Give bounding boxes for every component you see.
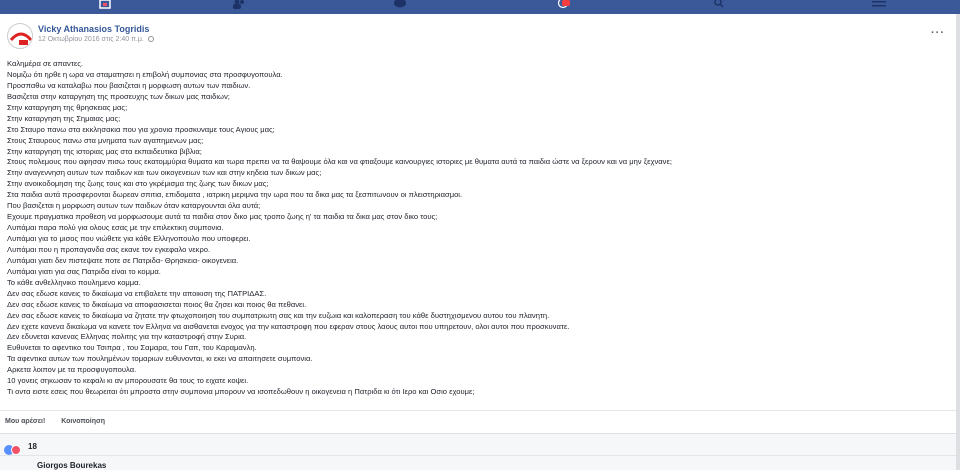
post-text-line: Στην αναγεννηση αυτων των παιδιων και των οικογενειων των και στην κηδεια των δικων μας; (7, 168, 322, 178)
post-text-line: Λυπάμαι γιατι για σας Πατριδα είναι το κομμα. (7, 266, 161, 276)
friends-icon[interactable] (232, 0, 246, 9)
love-reaction-icon (11, 445, 21, 455)
post-text-line: Λυπάμαι γιατι δεν πιστεψατε ποτε σε Πατριδα- Θρησκεια- οικογενεια. (7, 255, 239, 265)
post-text-line: Εχουμε πραγματικα προθεση να μορφωσουμε αυτά τα παιδια στον δικο μας τροπο ζωης η' τα παιδια τα δικα μας στον δικο τους; (7, 212, 438, 222)
comment-author[interactable]: Giorgos Bourekas (37, 461, 107, 470)
post-text-line: 10 γονεις σηκωσαν το κεφαλι κι αν μπορουσατε θα τους το ειχατε κοψει. (7, 376, 249, 386)
post-text-line: Βασιζεται στην καταργηση της προσευχης των δικων μας παιδιων; (7, 91, 230, 101)
comment-item (0, 456, 956, 470)
post-text-line: Στο Σταυρο πανω στα εκκλησακια που για χρονια προσκυναμε τους Αγιους μας; (7, 124, 275, 134)
divider (0, 410, 956, 411)
post-text-line: Τα αφεντικα αυτων των πουλημένων τομαριων ευθυνονται, κι εκει να απαιτησετε συμπονια. (7, 354, 313, 364)
post-text-line: Δεν εχετε κανενα δικαίωμα να κανετε τον Ελληνα να αισθανεται ενοχος για την καταστροφη που εφεραν στους λαους αυτοι που υπηρετουν, ολοι αυτοι που προσκυνατε. (7, 321, 570, 331)
like-button[interactable]: Μου αρέσει! (5, 418, 46, 425)
post-text-line: Νομιζω ότι ηρθε η ωρα να σταματησει η επιβολή συμπονιας στα προσφυγοπουλα. (7, 69, 283, 79)
audience-globe-icon[interactable] (148, 36, 154, 42)
notification-badge (562, 0, 570, 6)
post-text-line: Δεν εδυνεται κανενας Ελληνας πολιτης για την καταστροφή στην Συρια. (7, 332, 247, 342)
post-text-line: Στην ανοικοδομηση της ζωης τους και στο γκρέμισμα της ζωης των δικων μας; (7, 179, 269, 189)
post-text-line: Αρκετα λοιπον με τα προσφυγοπουλα. (7, 365, 137, 375)
author-name[interactable]: Vicky Athanasios Togridis (38, 24, 150, 34)
reaction-count[interactable]: 18 (28, 442, 37, 451)
messenger-icon[interactable] (393, 0, 407, 9)
post-text-line: Στα παιδια αυτά προσφερονται δωρεαν σπιτια, επιδοματα , ιατρικη μεριμνα την ωρα που τα δικα μας τα ξεσπιτωνουν οι πλειστηριασμοι. (7, 190, 463, 200)
timestamp-text[interactable]: 12 Οκτωβρίου 2016 στις 2:40 π.μ. (38, 36, 144, 43)
post-text-line: Στην καταργηση της θρησκειας μας; (7, 102, 128, 112)
post-text-line: Στην καταργηση της ιστοριας μας στα εκπαιδευτικα βιβλια; (7, 146, 202, 156)
menu-icon[interactable] (872, 0, 886, 9)
post-text-line: Προσπαθω να καταλαβω που βασιζεται η μορφωση αυτων των παιδιων. (7, 80, 251, 90)
post-text-line: Στην καταργηση της Σημαιας μας; (7, 113, 121, 123)
post-actions (5, 418, 119, 425)
share-button[interactable]: Κοινοποίηση (61, 418, 106, 425)
post-text-line: Δεν σας εδωσε κανεις το δικαίωμα να ζητατε την φτωχοποιηση του συμπατριωτη σας και την ευζωια και καλοπεραση του κάθε δυστηχισμενου αυτου του πλανητη. (7, 310, 550, 320)
post-text-line: Το κάθε ανθελληνικο πουλημενο κομμα. (7, 277, 141, 287)
top-navigation-bar (0, 0, 960, 14)
post-text-line: Λυπάμαι παρα πολύ για ολους εσας με την επιλεκτικη συμπονια. (7, 223, 224, 233)
post-card (0, 14, 956, 434)
post-text-line: Λυπάμαι για το μισος που νιώθετε για κάθε Ελληνοπουλο που υποφερει. (7, 234, 251, 243)
post-timestamp[interactable] (38, 36, 154, 43)
post-text-line: Στους Σταυρους πανω στα μνηματα των αγαπημενων μας; (7, 135, 204, 145)
post-header (7, 23, 947, 63)
post-text-line: Τι οντα ειστε εσεις που θεωρειται ότι μπροστα στην συμπονια μπορουν να ισοπεδωθουν η οικογενεια η Πατριδα κι ότι Ιερο και Οσιο εχουμε; (7, 387, 475, 397)
post-text-line: Ευθυνεται το αφεντικο του Τσιπρα , του Σαμαρα, του Γαπ, του Καραμανλη. (7, 343, 257, 353)
post-body (7, 59, 951, 398)
home-icon[interactable] (98, 0, 112, 9)
post-text-line: Δεν σας εδωσε κανεις το δικαίωμα να επιβαλετε την αποικιση της ΠΑΤΡΙΔΑΣ. (7, 288, 267, 298)
search-icon[interactable] (712, 0, 726, 9)
post-text-line: Λυπάμαι που η προπαγανδα σας εκανε τον εγκεφαλο νεκρο. (7, 244, 211, 254)
more-options-icon[interactable]: ··· (931, 27, 945, 39)
post-text-line: Δεν σας εδωσε κανεις το δικαίωμα να αποφασισεται ποιος θα ζησει και ποιος θα πεθανει. (7, 299, 307, 309)
reactions-bar (0, 434, 956, 456)
scrollbar[interactable] (956, 14, 960, 470)
post-text-line: Στους πολεμους που αφησαν πισω τους εκατομμύρια θυματα και τωρα πρεπει να τα θαψουμε όλα και να φτιαξουμε καινουργιες ιστοριες με θυματα αυτά τα παιδια ώστε να ξερουν και να μην ξεχνανε; (7, 157, 672, 167)
post-text-line: Που βασιζεται η μορφωση αυτων των παιδιων όταν καταργουνται όλα αυτά; (7, 201, 261, 211)
author-avatar[interactable] (7, 23, 33, 49)
post-text-line: Καλημέρα σε απαντες. (7, 59, 84, 68)
